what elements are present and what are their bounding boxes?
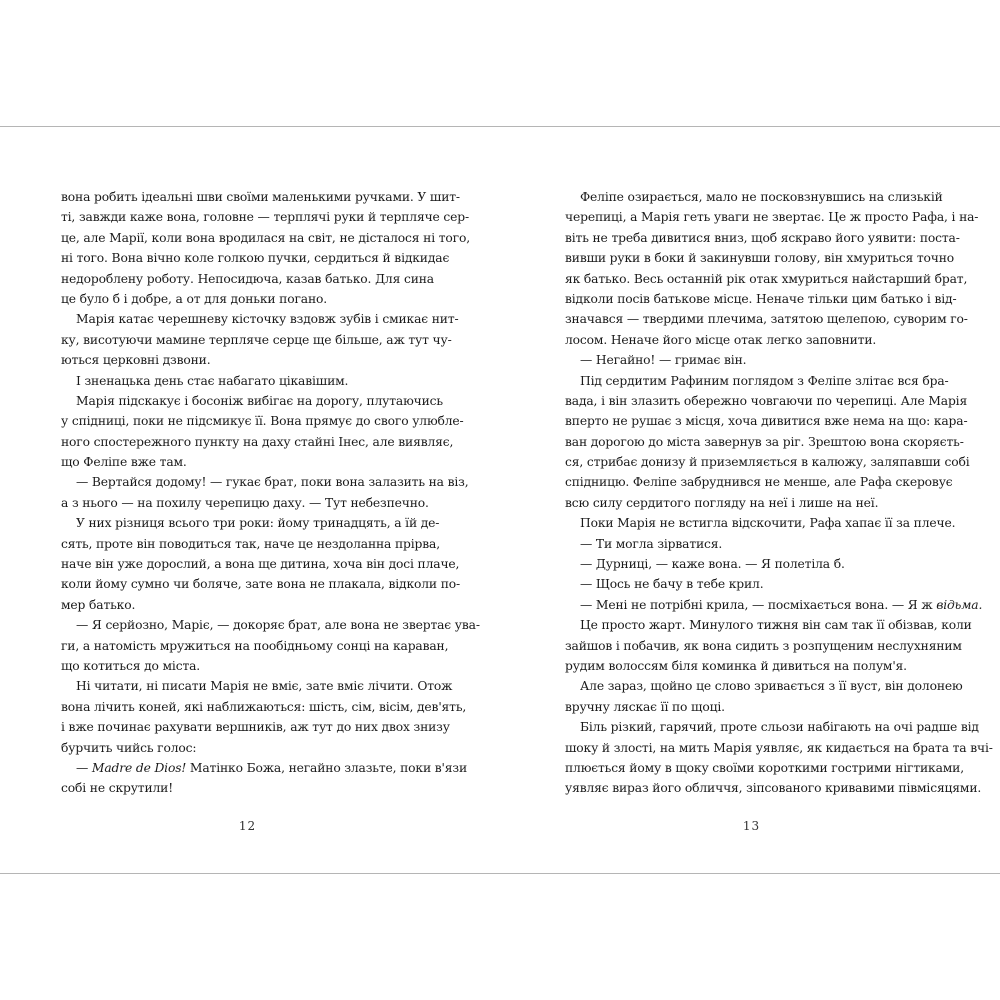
text-line: Але зараз, щойно це слово зривається з її вуст, він долонею	[580, 679, 963, 694]
text-line: — Madre de Dios! Матінко Божа, негайно злазьте, поки в'язи	[76, 760, 467, 775]
text-line: всю силу сердитого погляду на неї і лише на неї.	[565, 495, 879, 510]
text-line: це, але Марії, коли вона вродилася на світ, не дісталося ні того,	[61, 230, 470, 245]
text-line: уявляє вираз його обличчя, зіпсованого кривавими півмісяцями.	[565, 781, 982, 796]
text-line: Феліпе озирається, мало не посковзнувшись на слизькій	[580, 190, 943, 204]
left-page-text	[61, 187, 480, 799]
text-line: вона робить ідеальні шви своїми маленькими ручками. У шит-	[61, 190, 460, 204]
text-line: плюється йому в щоку своїми короткими гострими нігтиками,	[565, 760, 964, 775]
text-line: ван дорогою до міста завернув за ріг. Зрештою вона скоряєть-	[565, 434, 964, 449]
text-line: наче він уже дорослий, а вона ще дитина, хоча він досі плаче,	[61, 557, 460, 572]
text-line: сять, проте він поводиться так, наче це нездоланна прірва,	[61, 536, 440, 551]
text-line: мер батько.	[61, 597, 136, 612]
text-line: ги, а натомість мружиться на пообідньому сонці на караван,	[61, 638, 449, 653]
text-line: черепиці, а Марія геть уваги не звертає. Це ж просто Рафа, і на-	[565, 210, 979, 225]
text-line: ку, висотуючи мамине терпляче серце ще більше, аж тут чу-	[61, 332, 452, 347]
text-line: віть не треба дивитися вниз, щоб яскраво його уявити: поста-	[565, 230, 960, 245]
text-line: — Негайно! — гримає він.	[580, 353, 747, 368]
text-line: значався — твердими плечима, затятою щелепою, суворим го-	[565, 312, 968, 327]
page-number-right: 13	[742, 819, 761, 833]
text-line: — Я серйозно, Маріє, — докоряє брат, але вона не звертає ува-	[76, 618, 480, 633]
text-line: вивши руки в боки й закинувши голову, він хмуриться точно	[565, 251, 955, 266]
page-number-left: 12	[238, 819, 257, 833]
text-line: Біль різкий, гарячий, проте сльози набігають на очі радше від	[580, 720, 979, 735]
text-line: Ні читати, ні писати Марія не вміє, зате вміє лічити. Отож	[76, 679, 453, 694]
text-line: Марія підскакує і босоніж вибігає на дорогу, плутаючись	[76, 393, 443, 408]
text-line: ся, стрибає донизу й приземляється в калюжу, заляпавши собі	[565, 455, 970, 470]
text-line: — Вертайся додому! — гукає брат, поки вона залазить на віз,	[76, 475, 469, 490]
text-line: вперто не рушає з місця, хоча дивитися вже нема на що: кара-	[565, 414, 968, 429]
text-line: у спідниці, поки не підсмикує її. Вона прямує до свого улюбле-	[61, 414, 464, 429]
text-line: і вже починає рахувати вершників, аж тут до них двох знизу	[61, 720, 450, 735]
text-line: лосом. Неначе його місце отак легко заповнити.	[565, 332, 877, 347]
book-spread	[0, 126, 1000, 874]
text-line: відколи посів батькове місце. Неначе тільки цим батько і від-	[565, 291, 957, 306]
text-line: коли йому сумно чи боляче, зате вона не плакала, відколи по-	[61, 577, 461, 592]
text-line: вручну ляскає її по щоці.	[565, 699, 725, 714]
text-line: недороблену роботу. Непосидюча, казав батько. Для сина	[61, 271, 434, 286]
right-page	[565, 127, 993, 873]
text-line: ні того. Вона вічно коле голкою пучки, сердиться й відкидає	[61, 251, 450, 266]
text-line: ються церковні дзвони.	[61, 353, 211, 368]
text-line: шоку й злості, на мить Марія уявляє, як кидається на брата та вчі-	[565, 740, 993, 755]
text-line: що Феліпе вже там.	[61, 455, 187, 470]
text-line: Це просто жарт. Минулого тижня він сам так її обізвав, коли	[580, 618, 972, 633]
text-line: це було б і добре, а от для доньки погано.	[61, 291, 327, 306]
text-line: — Ти могла зірватися.	[580, 536, 723, 551]
text-line: Під сердитим Рафиним поглядом з Феліпе злітає вся бра-	[580, 373, 949, 388]
text-line: — Щось не бачу в тебе крил.	[580, 577, 764, 592]
text-line: ного спостережного пункту на даху стайні Інес, але виявляє,	[61, 434, 454, 449]
text-line: ті, завжди каже вона, головне — терплячі руки й терпляче сер-	[61, 210, 470, 225]
text-line: спідницю. Феліпе забруднився не менше, але Рафа скеровує	[565, 475, 953, 490]
text-line: вона лічить коней, які наближаються: шість, сім, вісім, дев'ять,	[61, 699, 467, 714]
text-line: бурчить чийсь голос:	[61, 740, 197, 755]
text-line: Марія катає черешневу кісточку вздовж зубів і смикає нит-	[76, 312, 459, 327]
left-page	[61, 127, 480, 873]
text-line: як батько. Весь останній рік отак хмуриться найстарший брат,	[565, 271, 968, 286]
text-line: У них різниця всього три роки: йому тринадцять, а їй де-	[76, 516, 440, 531]
text-line: — Мені не потрібні крила, — посміхається вона. — Я ж відьма.	[580, 597, 983, 612]
text-line: собі не скрутили!	[61, 781, 173, 796]
text-line: зайшов і побачив, як вона сидить з розпущеним неслухняним	[565, 638, 962, 653]
right-page-text	[565, 187, 993, 799]
text-line: — Дурниці, — каже вона. — Я полетіла б.	[580, 557, 845, 572]
text-line: а з нього — на похилу черепицю даху. — Тут небезпечно.	[61, 495, 429, 510]
text-line: рудим волоссям біля коминка й дивиться на полум'я.	[565, 658, 907, 673]
text-line: що котиться до міста.	[61, 658, 201, 673]
text-line: Поки Марія не встигла відскочити, Рафа хапає її за плече.	[580, 516, 956, 531]
text-line: вада, і він злазить обережно човгаючи по черепиці. Але Марія	[565, 393, 968, 408]
text-line: І зненацька день стає набагато цікавішим.	[76, 373, 349, 388]
